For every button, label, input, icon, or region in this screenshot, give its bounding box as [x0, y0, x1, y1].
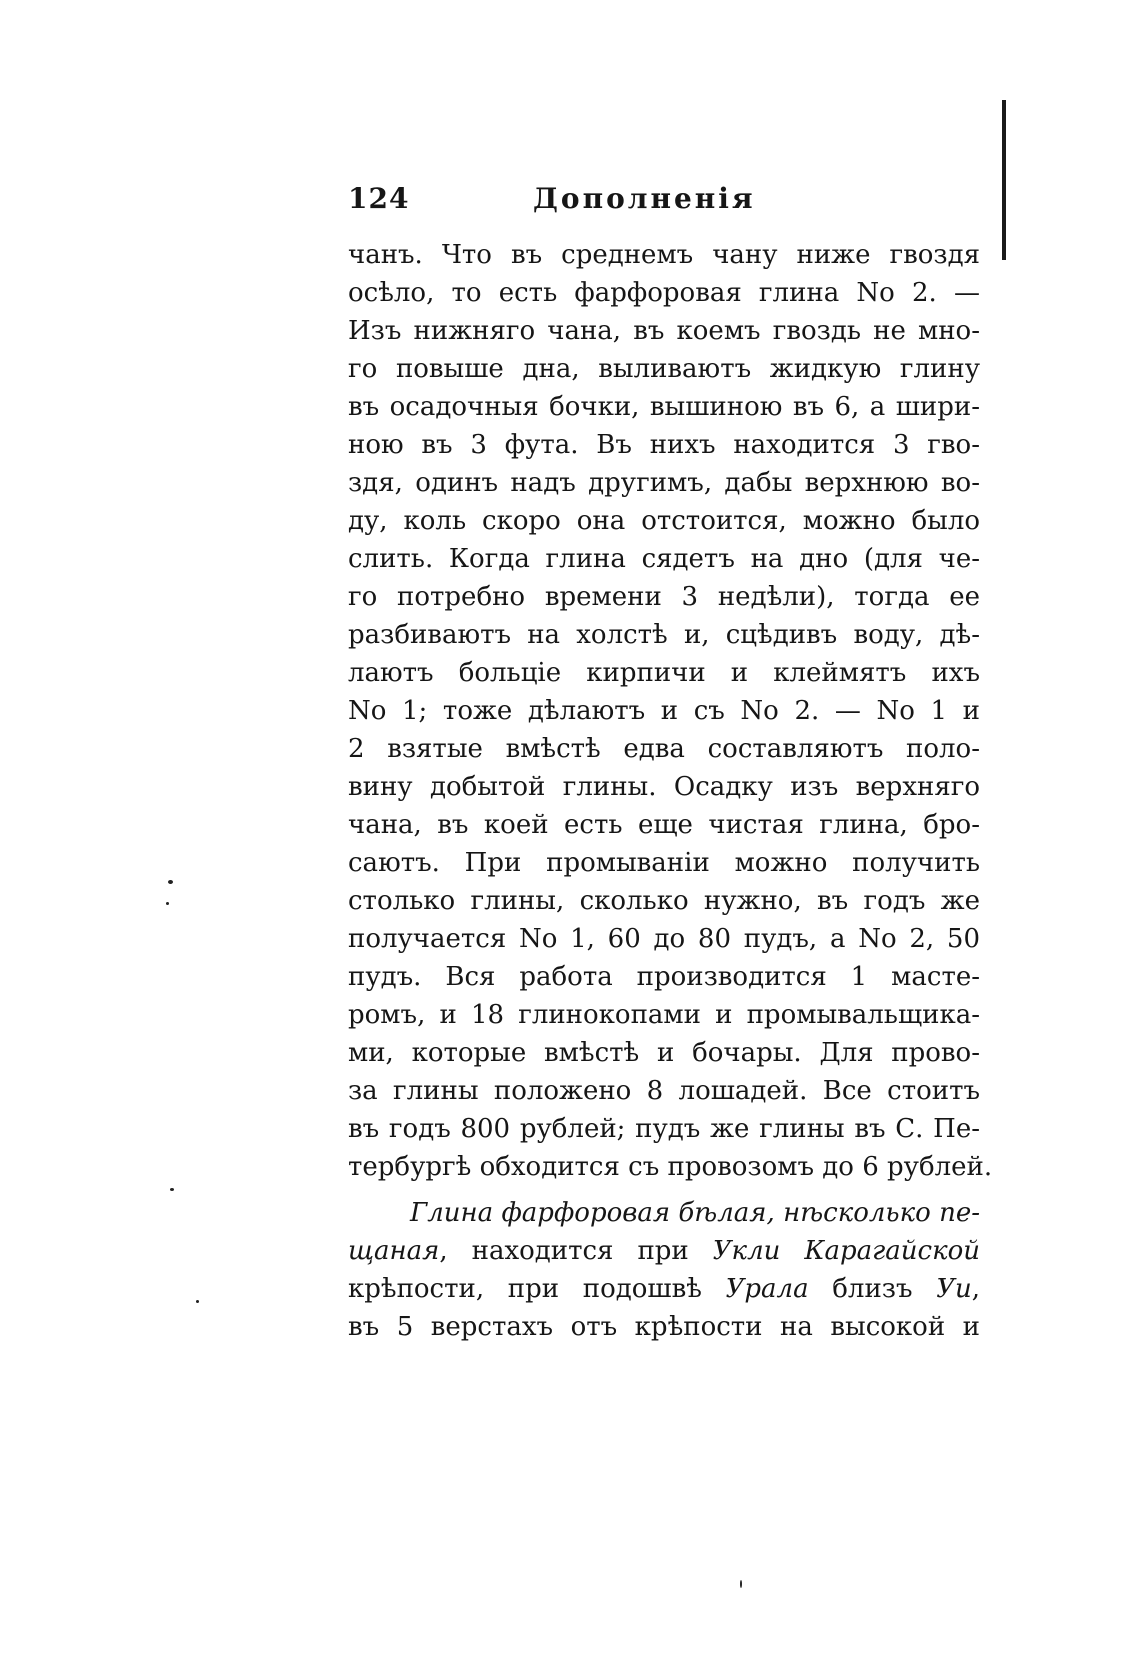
- text-line: крѣпости, при подошвѣ Урала близъ Уи,: [348, 1274, 980, 1304]
- text-line: столько глины, сколько нужно, въ годъ же: [348, 886, 980, 916]
- text-line: No 1; тоже дѣлаютъ и съ No 2. — No 1 и: [348, 696, 980, 726]
- text-line: осѣло, то есть фарфоровая глина No 2. —: [348, 278, 980, 308]
- text-line: за глины положено 8 лошадей. Все стоитъ: [348, 1076, 980, 1106]
- text-line: пудъ. Вся работа производится 1 масте-: [348, 962, 980, 992]
- text-line: здя, одинъ надъ другимъ, дабы верхнюю во-: [348, 468, 980, 498]
- text-line: го потребно времени 3 недѣли), тогда ее: [348, 582, 980, 612]
- text-line: лаютъ больціе кирпичи и клеймятъ ихъ: [348, 658, 980, 688]
- page-edge-rule: [1002, 100, 1006, 260]
- body-text: [348, 236, 993, 1346]
- text-line: разбиваютъ на холстѣ и, сцѣдивъ воду, дѣ-: [348, 620, 980, 650]
- scan-speck: [170, 1188, 174, 1191]
- text-line: ми, которые вмѣстѣ и бочары. Для прово-: [348, 1038, 980, 1068]
- text-line: въ 5 верстахъ отъ крѣпости на высокой и: [348, 1312, 980, 1342]
- text-line: ромъ, и 18 глинокопами и промывальщика-: [348, 1000, 980, 1030]
- scan-speck: [166, 902, 169, 905]
- text-line-italic: Глина фарфоровая бѣлая, нѣсколько пе-: [410, 1198, 980, 1228]
- paragraph-gap: [348, 1186, 980, 1194]
- scan-speck: [740, 1580, 742, 1588]
- text-line: ду, коль скоро она отстоится, можно было: [348, 506, 980, 536]
- text-line: саютъ. При промываніи можно получить: [348, 848, 980, 878]
- page-number: 124: [348, 182, 410, 215]
- text-line: ною въ 3 фута. Въ нихъ находится 3 гво-: [348, 430, 980, 460]
- text-line: чанъ. Что въ среднемъ чану ниже гвоздя: [348, 240, 980, 270]
- running-title: Дополненія: [533, 182, 756, 215]
- text-line: Изъ нижняго чана, въ коемъ гвоздь не мно-: [348, 316, 980, 346]
- scan-speck: [196, 1300, 199, 1303]
- scan-speck: [168, 880, 173, 884]
- text-line: чана, въ коей есть еще чистая глина, бро-: [348, 810, 980, 840]
- text-line: въ годъ 800 рублей; пудъ же глины въ С. Пе-: [348, 1114, 980, 1144]
- page-header: [348, 182, 968, 218]
- text-line: 2 взятые вмѣстѣ едва составляютъ поло-: [348, 734, 980, 764]
- text-line: въ осадочныя бочки, вышиною въ 6, а шири-: [348, 392, 980, 422]
- text-line: получается No 1, 60 до 80 пудъ, а No 2, 50: [348, 924, 980, 954]
- text-line: вину добытой глины. Осадку изъ верхняго: [348, 772, 980, 802]
- text-line: щаная, находится при Укли Карагайской: [348, 1236, 980, 1266]
- text-line: слить. Когда глина сядетъ на дно (для че-: [348, 544, 980, 574]
- text-line: тербургѣ обходится съ провозомъ до 6 рублей.: [348, 1152, 993, 1182]
- text-line: го повыше дна, выливаютъ жидкую глину: [348, 354, 980, 384]
